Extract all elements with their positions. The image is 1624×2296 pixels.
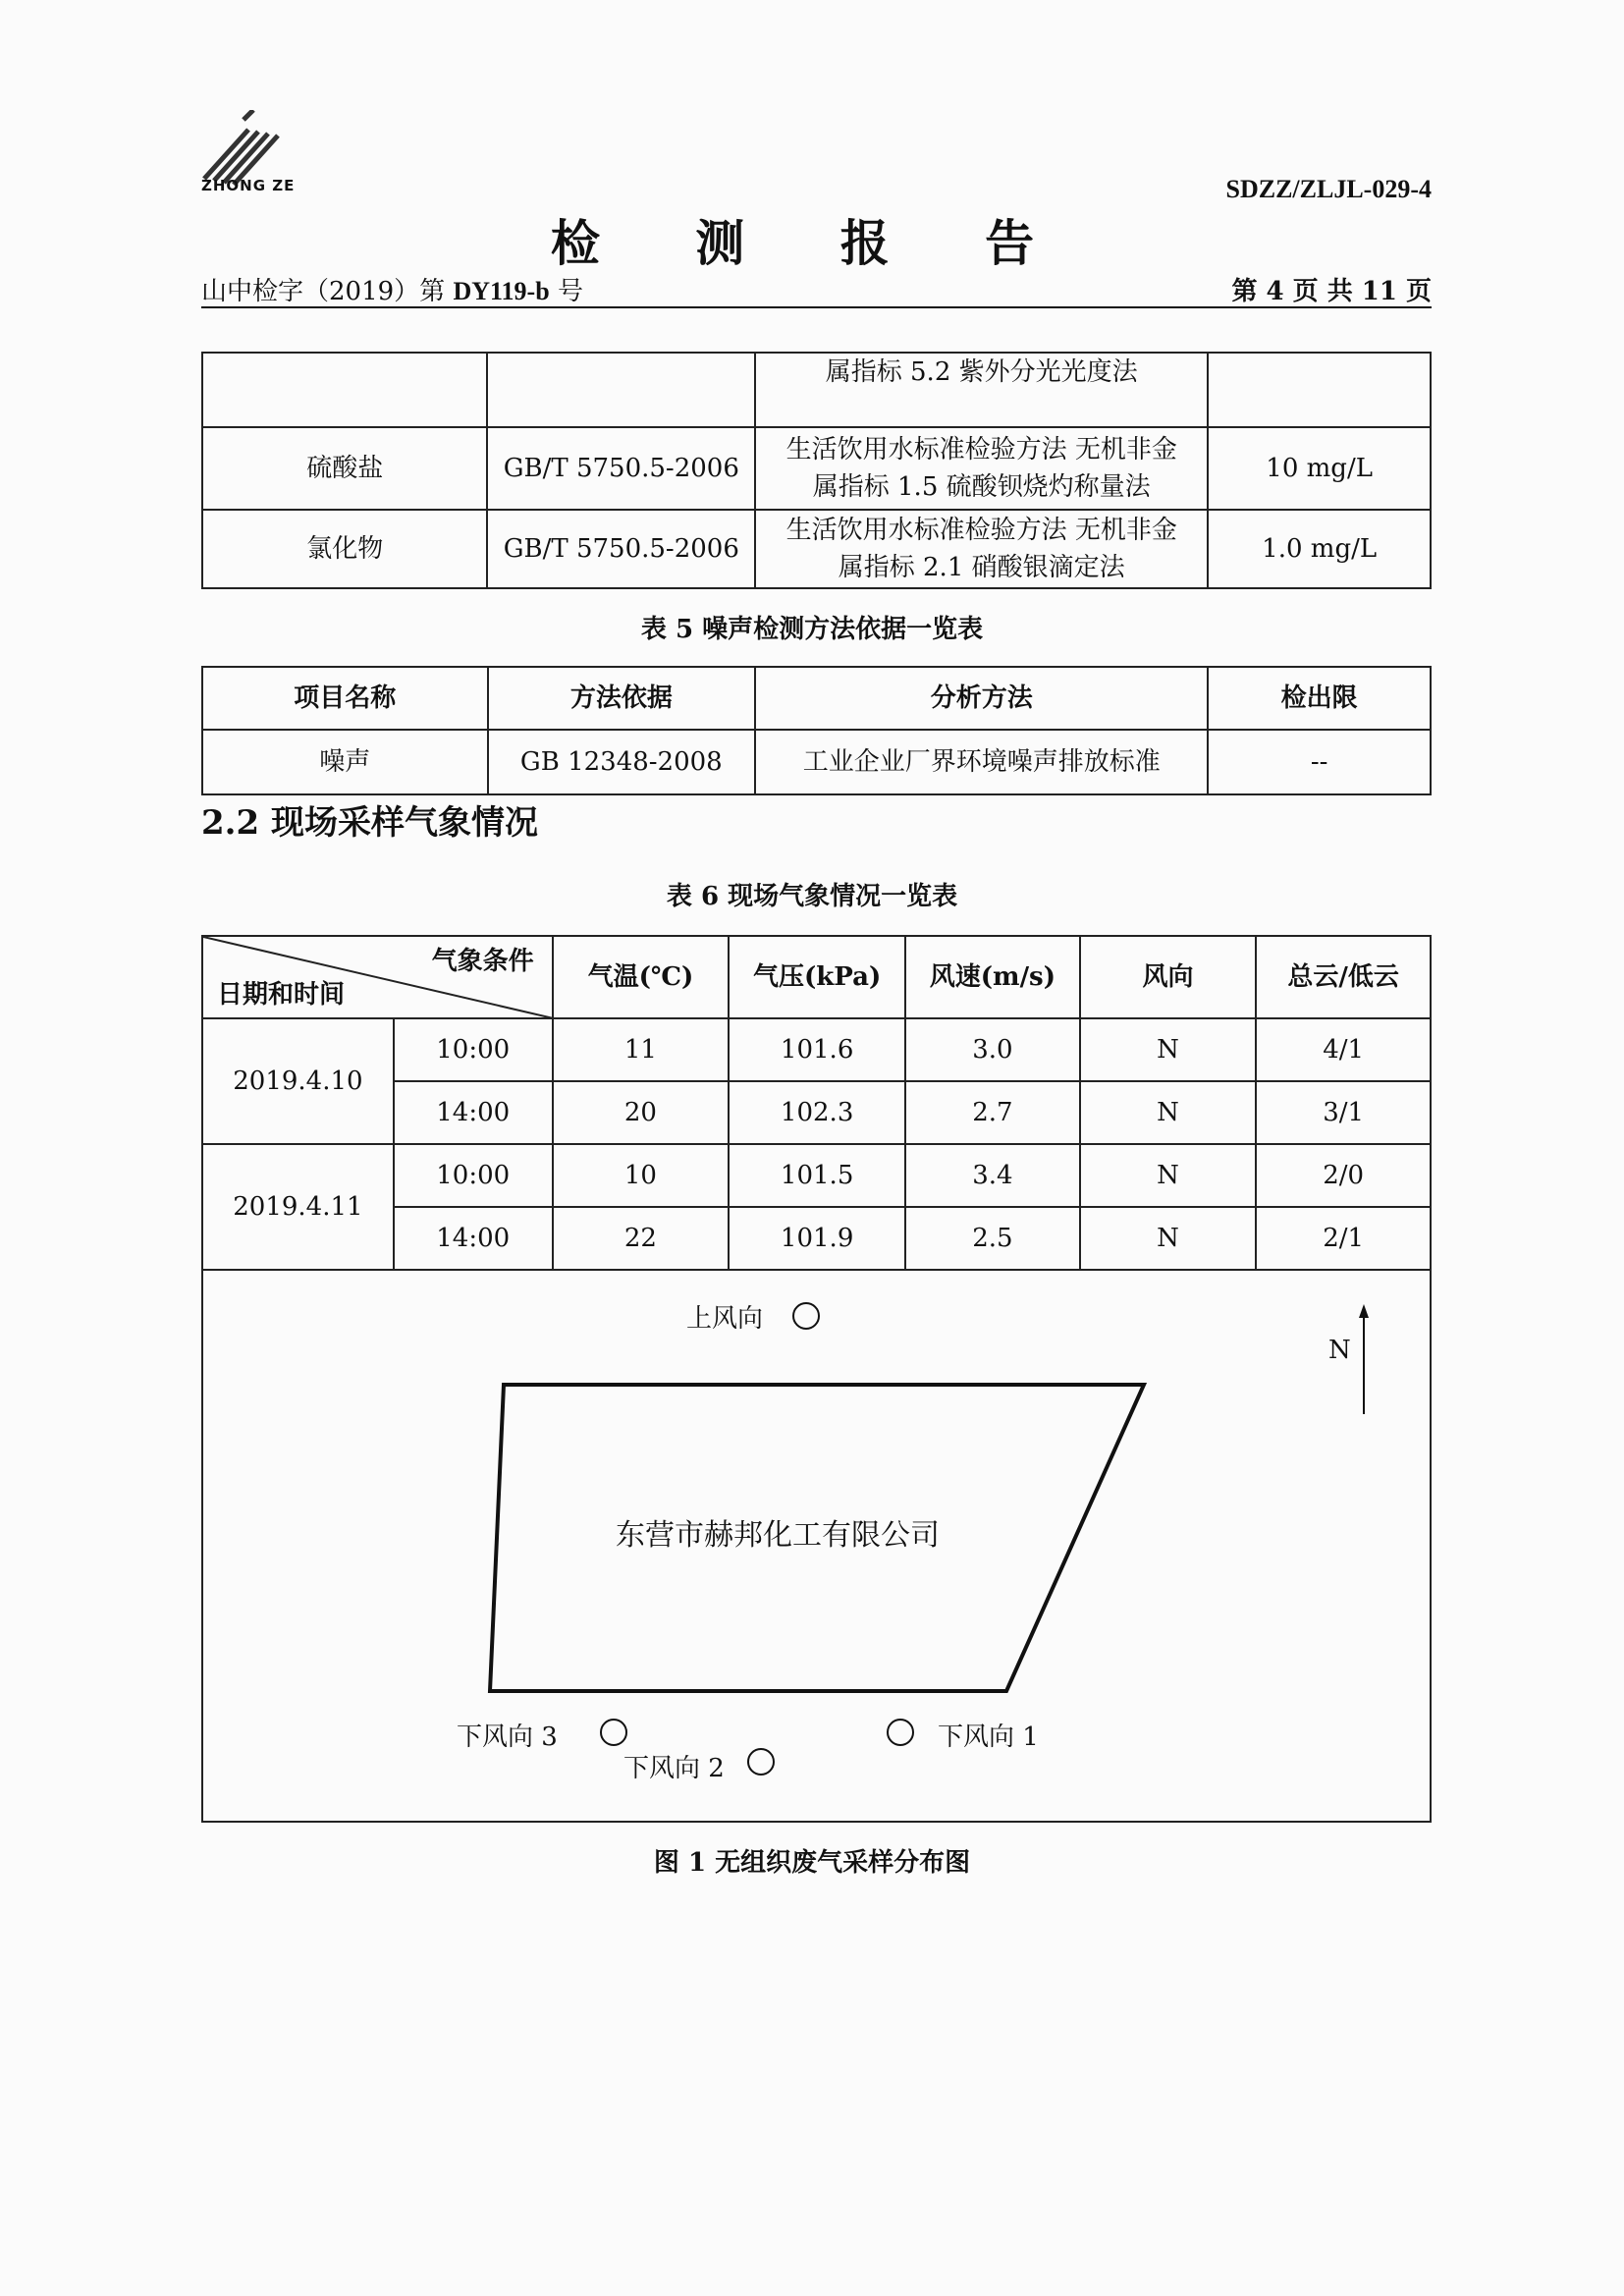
- column-header: 风速(m/s): [905, 936, 1080, 1018]
- page-title: 检 测 报 告: [550, 214, 1074, 272]
- cell-direction: N: [1080, 1144, 1257, 1207]
- table-row: [202, 353, 1431, 427]
- cell-basis: GB 12348-2008: [488, 730, 756, 794]
- cell-method: 属指标 5.2 紫外分光光度法: [755, 353, 1208, 427]
- table-header-row: [202, 667, 1431, 730]
- section-heading: 2.2 现场采样气象情况: [201, 803, 538, 843]
- header-rule: [201, 306, 1432, 308]
- cell-time: 14:00: [394, 1081, 553, 1144]
- cell-basis: [487, 353, 755, 427]
- cell-direction: N: [1080, 1081, 1257, 1144]
- cell-method: [755, 427, 1208, 510]
- cell-speed: 3.4: [905, 1144, 1080, 1207]
- cell-name: 噪声: [202, 730, 488, 794]
- cell-time: 10:00: [394, 1144, 553, 1207]
- cell-date: 2019.4.10: [202, 1018, 394, 1144]
- report-number: [201, 271, 583, 307]
- downwind2-sampling-point-icon: [747, 1748, 775, 1776]
- cell-speed: 2.5: [905, 1207, 1080, 1270]
- column-header: 检出限: [1208, 667, 1431, 730]
- upwind-label: 上风向: [686, 1304, 764, 1334]
- table5-caption: 表 5 噪声检测方法依据一览表: [640, 615, 984, 644]
- cell-cloud: 3/1: [1256, 1081, 1431, 1144]
- method-line: 属指标 1.5 硫酸钡烧灼称量法: [812, 472, 1151, 502]
- diagonal-header-cell: [202, 936, 553, 1018]
- cell-limit: 10 mg/L: [1208, 427, 1431, 510]
- north-label: N: [1328, 1336, 1351, 1365]
- cell-speed: 2.7: [905, 1081, 1080, 1144]
- downwind1-label: 下风向 1: [938, 1722, 1039, 1752]
- downwind2-label: 下风向 2: [623, 1754, 725, 1783]
- cell-method: [755, 510, 1208, 588]
- cell-name: 氯化物: [202, 510, 487, 588]
- document-code: SDZZ/ZLJL-029-4: [1225, 175, 1432, 203]
- downwind3-label: 下风向 3: [457, 1722, 558, 1752]
- cell-basis: GB/T 5750.5-2006: [487, 510, 755, 588]
- column-header: 气温(℃): [553, 936, 730, 1018]
- cell-speed: 3.0: [905, 1018, 1080, 1081]
- upwind-sampling-point-icon: [792, 1302, 820, 1330]
- cell-temp: 10: [553, 1144, 730, 1207]
- cell-method: 工业企业厂界环境噪声排放标准: [755, 730, 1208, 794]
- column-header: 总云/低云: [1256, 936, 1431, 1018]
- report-number-prefix: 山中检字（2019）第: [201, 277, 446, 306]
- cell-pressure: 101.6: [729, 1018, 905, 1081]
- north-arrow-head: [1359, 1304, 1369, 1318]
- table6-caption: 表 6 现场气象情况一览表: [666, 882, 958, 911]
- cell-pressure: 101.9: [729, 1207, 905, 1270]
- cell-limit: [1208, 353, 1431, 427]
- cell-date: 2019.4.11: [202, 1144, 394, 1270]
- method-table-continued: [201, 352, 1432, 589]
- cell-temp: 20: [553, 1081, 730, 1144]
- cell-cloud: 4/1: [1256, 1018, 1431, 1081]
- cell-cloud: 2/0: [1256, 1144, 1431, 1207]
- report-number-id: DY119-b: [453, 277, 550, 305]
- cell-cloud: 2/1: [1256, 1207, 1431, 1270]
- method-line: 生活饮用水标准检验方法 无机非金: [785, 435, 1177, 465]
- cell-temp: 11: [553, 1018, 730, 1081]
- cell-direction: N: [1080, 1018, 1257, 1081]
- cell-pressure: 101.5: [729, 1144, 905, 1207]
- table-header-row: [202, 936, 1431, 1018]
- column-header: 分析方法: [755, 667, 1208, 730]
- table-row: [202, 730, 1431, 794]
- downwind1-sampling-point-icon: [887, 1719, 914, 1746]
- cell-name: 硫酸盐: [202, 427, 487, 510]
- logo-text: ZHONG ZE: [201, 177, 296, 194]
- figure1-caption: 图 1 无组织废气采样分布图: [653, 1848, 971, 1878]
- page-number: 第 4 页 共 11 页: [1231, 277, 1432, 306]
- diagonal-header-bottom: 日期和时间: [217, 980, 346, 1010]
- table-row: [202, 427, 1431, 510]
- cell-limit: --: [1208, 730, 1431, 794]
- table-row: [202, 1144, 1431, 1207]
- column-header: 气压(kPa): [729, 936, 905, 1018]
- method-line: 生活饮用水标准检验方法 无机非金: [785, 516, 1177, 545]
- sampling-map-figure: [201, 1269, 1432, 1823]
- cell-direction: N: [1080, 1207, 1257, 1270]
- cell-time: 10:00: [394, 1018, 553, 1081]
- cell-limit: 1.0 mg/L: [1208, 510, 1431, 588]
- diagonal-header-top: 气象条件: [431, 947, 534, 976]
- cell-pressure: 102.3: [729, 1081, 905, 1144]
- company-name: 东营市赫邦化工有限公司: [616, 1518, 940, 1553]
- column-header: 方法依据: [488, 667, 756, 730]
- method-line: 属指标 2.1 硝酸银滴定法: [838, 553, 1125, 582]
- report-number-suffix: 号: [557, 277, 583, 306]
- cell-temp: 22: [553, 1207, 730, 1270]
- table-row: [202, 510, 1431, 588]
- cell-basis: GB/T 5750.5-2006: [487, 427, 755, 510]
- column-header: 风向: [1080, 936, 1257, 1018]
- cell-time: 14:00: [394, 1207, 553, 1270]
- table-row: [202, 1018, 1431, 1081]
- weather-table: [201, 935, 1432, 1271]
- column-header: 项目名称: [202, 667, 488, 730]
- cell-name: [202, 353, 487, 427]
- noise-method-table: [201, 666, 1432, 795]
- downwind3-sampling-point-icon: [600, 1719, 627, 1746]
